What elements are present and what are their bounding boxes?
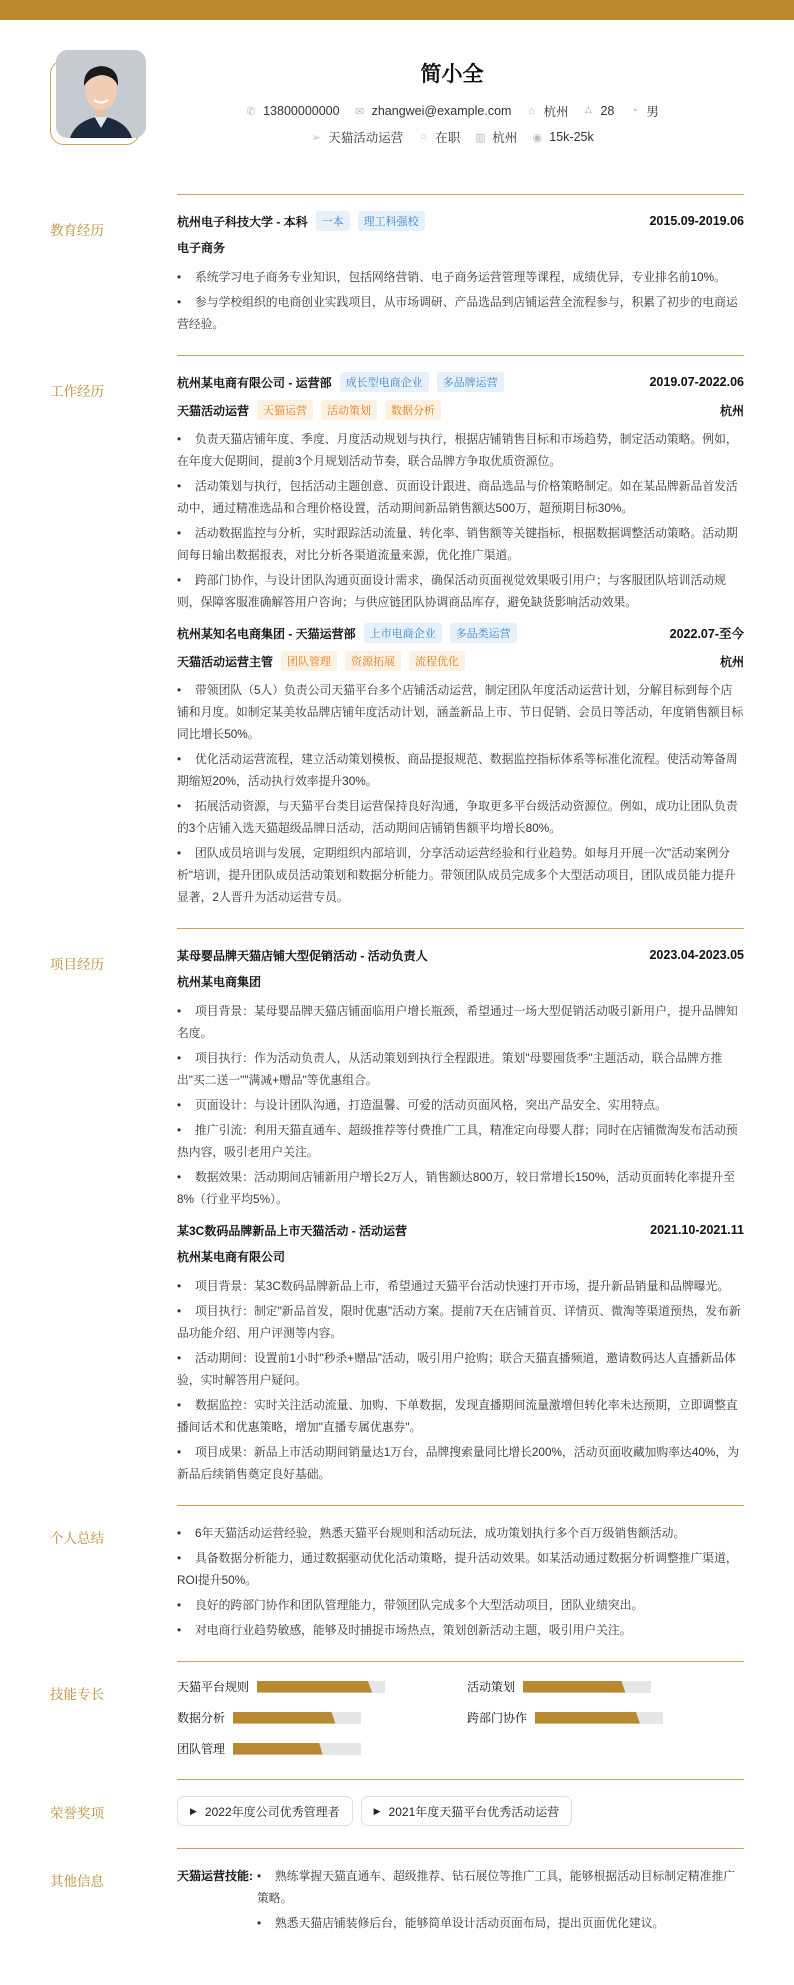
top-accent-bar [0, 0, 794, 20]
job-date: 2022.07-至今 [669, 627, 744, 641]
bullet-item: • 跨部门协作，与设计团队沟通页面设计需求，确保活动页面视觉效果吸引用户；与客服团队培训活动规则，保障客服准确解答用户咨询；与供应链团队协调商品库存，避免缺货影响活动效果。 [177, 569, 744, 613]
award-item [361, 1796, 573, 1826]
project-bullets [177, 1000, 744, 1210]
triangle-right-icon: ▶ [373, 1805, 381, 1816]
job-role-row [177, 400, 744, 420]
skill-name: 数据分析 [177, 1711, 226, 1725]
skills-section [0, 1661, 794, 1757]
project-entry [177, 945, 744, 1210]
contact-row [110, 102, 794, 120]
bullet-item: • 负责天猫店铺年度、季度、月度活动规划与执行，根据店铺销售目标和市场趋势，制定活动策略。例如，在年度大促期间，提前3个月规划活动节奏，联合品牌方争取优质资源位。 [177, 428, 744, 472]
company-tag: 上市电商企业 [364, 623, 442, 643]
award-label: 2022年度公司优秀管理者 [204, 1804, 340, 1819]
bullet-item: • 页面设计：与设计团队沟通，打造温馨、可爱的活动页面风格，突出产品安全、实用特点。 [177, 1094, 744, 1116]
project-date: 2023.04-2023.05 [649, 948, 744, 962]
job-role-row [177, 651, 744, 671]
skill-bar-fill [233, 1743, 323, 1755]
phone-value: 13800000000 [263, 104, 340, 118]
bullet-item: • 6年天猫活动运营经验，熟悉天猫平台规则和活动玩法，成功策划执行多个百万级销售额活动。 [177, 1522, 744, 1544]
other-label: 天猫运营技能: [177, 1869, 253, 1883]
bullet-item: • 项目执行：制定"新品首发，限时优惠"活动方案。提前7天在店铺首页、详情页、微淘等渠道预热，发布新品功能介绍、用户评测等内容。 [177, 1300, 744, 1344]
section-divider [177, 355, 744, 356]
role-tag: 活动策划 [321, 400, 377, 420]
job-role: 天猫活动运营主管 [177, 654, 274, 669]
skill-bar [523, 1681, 651, 1693]
section-divider [177, 1779, 744, 1780]
project-head [177, 1220, 744, 1240]
education-date: 2015.09-2019.06 [649, 214, 744, 228]
education-head [177, 211, 744, 231]
target-city-item [474, 128, 517, 146]
job-entry [177, 372, 744, 613]
bullet-item: • 熟练掌握天猫直通车、超级推荐、钻石展位等推广工具，能够根据活动目标制定精准推广策略。 [257, 1865, 744, 1909]
bullet-item: • 活动策划与执行，包括活动主题创意、页面设计跟进、商品选品与价格策略制定。如在某品牌新品首发活动中，通过精准选品和合理价格设置，活动期间新品销售额达500万，超预期目标30%。 [177, 475, 744, 519]
job-entry [177, 623, 744, 908]
skill-name: 活动策划 [467, 1680, 516, 1694]
project-head [177, 945, 744, 965]
section-divider [177, 1661, 744, 1662]
role-tag: 资源拓展 [345, 651, 401, 671]
resume-header [0, 20, 794, 170]
skill-name: 天猫平台规则 [177, 1680, 250, 1694]
role-tag: 天猫运营 [257, 400, 313, 420]
bullet-item: • 活动期间：设置前1小时"秒杀+赠品"活动，吸引用户抢购；联合天猫直播频道，邀请数码达人直播新品体验，实时解答用户疑问。 [177, 1347, 744, 1391]
bullet-item: • 拓展活动资源，与天猫平台类目运营保持良好沟通，争取更多平台级活动资源位。例如，成功让团队负责的3个店铺入选天猫超级品牌日活动，活动期间店铺销售额平均增长80%。 [177, 795, 744, 839]
skill-item [177, 1709, 467, 1726]
candidate-name: 简小全 [420, 63, 484, 86]
project-entry [177, 1220, 744, 1485]
skill-bar-fill [257, 1681, 372, 1693]
education-section [0, 194, 794, 335]
bullet-item: • 推广引流：利用天猫直通车、超级推荐等付费推广工具，精准定向母婴人群；同时在店铺微淘发布活动预热内容，吸引老用户关注。 [177, 1119, 744, 1163]
project-bullets [177, 1275, 744, 1485]
bullet-item: • 对电商行业趋势敏感，能够及时捕捉市场热点，策划创新活动主题，吸引用户关注。 [177, 1619, 744, 1641]
education-bullets [177, 266, 744, 335]
skill-bar-fill [535, 1712, 640, 1724]
section-title: 项目经历 [50, 957, 104, 972]
awards-list [177, 1796, 744, 1826]
skill-item [177, 1740, 467, 1757]
mail-icon: ✉ [354, 105, 365, 118]
job-company-row [177, 372, 744, 392]
location-value: 杭州 [543, 105, 569, 119]
phone-item [245, 104, 339, 118]
job-city: 杭州 [719, 403, 744, 418]
project-name: 某母婴品牌天猫店铺大型促销活动 - 活动负责人 [177, 948, 428, 963]
project-date: 2021.10-2021.11 [650, 1223, 744, 1237]
awards-section [0, 1779, 794, 1826]
bullet-item: • 项目背景：某3C数码品牌新品上市，希望通过天猫平台活动快速打开市场，提升新品销量和品牌曝光。 [177, 1275, 744, 1297]
section-divider [177, 194, 744, 195]
job-city: 杭州 [719, 654, 744, 669]
section-title: 其他信息 [50, 1874, 104, 1889]
company-name: 杭州某知名电商集团 - 天猫运营部 [177, 626, 356, 641]
skill-bar [257, 1681, 385, 1693]
other-bullets [257, 1865, 744, 1937]
role-tag: 数据分析 [385, 400, 441, 420]
gender-icon: ◔ [631, 105, 638, 117]
project-org: 杭州某电商有限公司 [177, 1250, 286, 1264]
job-company-row [177, 623, 744, 643]
bullet-item: • 团队成员培训与发展，定期组织内部培训，分享活动运营经验和行业趋势。如每月开展一次"活动案例分析"培训，提升团队成员活动策划和数据分析能力。带领团队成员完成多个大型活动项目，团队成员能力提升显著，2人晋升为活动运营专员。 [177, 842, 744, 908]
skill-bar [535, 1712, 663, 1724]
salary-value: 15k-25k [549, 130, 594, 144]
bullet-item: • 数据监控：实时关注活动流量、加购、下单数据，发现直播期间流量激增但转化率未达预期，立即调整直播间话术和优惠策略，增加"直播专属优惠券"。 [177, 1394, 744, 1438]
bullet-item: • 良好的跨部门协作和团队管理能力，带领团队完成多个大型活动项目，团队业绩突出。 [177, 1594, 744, 1616]
skill-bar [233, 1712, 361, 1724]
salary-item [531, 130, 593, 144]
project-name: 某3C数码品牌新品上市天猫活动 - 活动运营 [177, 1223, 408, 1238]
skill-bar-fill [523, 1681, 625, 1693]
status-item [417, 128, 460, 146]
role-tag: 流程优化 [409, 651, 465, 671]
email-value: zhangwei@example.com [371, 104, 512, 118]
bullet-item: • 活动数据监控与分析，实时跟踪活动流量、转化率、销售额等关键指标，根据数据调整活动策略。活动期间每日输出数据报表，对比分析各渠道流量来源，优化推广渠道。 [177, 522, 744, 566]
bullet-item: • 参与学校组织的电商创业实践项目，从市场调研、产品选品到店铺运营全流程参与，积累了初步的电商运营经验。 [177, 291, 744, 335]
bullet-item: • 项目执行：作为活动负责人，从活动策划到执行全程跟进。策划"母婴囤货季"主题活动，联合品牌方推出"买二送一""满减+赠品"等优惠组合。 [177, 1047, 744, 1091]
section-title: 荣誉奖项 [50, 1806, 104, 1821]
section-divider [177, 1505, 744, 1506]
company-name: 杭州某电商有限公司 - 运营部 [177, 375, 332, 390]
award-label: 2021年度天猫平台优秀活动运营 [388, 1804, 560, 1819]
company-tag: 成长型电商企业 [340, 372, 429, 392]
section-title: 个人总结 [50, 1531, 104, 1546]
skill-name: 团队管理 [177, 1742, 226, 1756]
summary-bullets [177, 1522, 744, 1641]
bullet-item: • 熟悉天猫店铺装修后台，能够简单设计活动页面布局，提出页面优化建议。 [257, 1912, 744, 1934]
job-intent-row [110, 128, 794, 146]
age-item [582, 104, 614, 118]
skill-name: 跨部门协作 [467, 1711, 528, 1725]
skill-item [177, 1678, 467, 1695]
cake-icon: ⛼ [584, 104, 593, 116]
section-divider [177, 1848, 744, 1849]
age-value: 28 [600, 104, 615, 118]
skill-item [467, 1709, 757, 1726]
bullet-item: • 优化活动运营流程，建立活动策划模板、商品提报规范、数据监控指标体系等标准化流程。使活动筹备周期缩短20%，活动执行效率提升30%。 [177, 748, 744, 792]
status-icon: ○ [419, 131, 427, 143]
target-position-item [310, 128, 403, 146]
school-tag: 一本 [316, 211, 350, 231]
projects-section [0, 928, 794, 1485]
skill-bar-fill [233, 1712, 335, 1724]
school-name: 杭州电子科技大学 - 本科 [177, 214, 308, 229]
other-section [0, 1848, 794, 1957]
school-tag: 理工科强校 [358, 211, 425, 231]
triangle-right-icon: ▶ [190, 1805, 197, 1816]
project-org: 杭州某电商集团 [177, 975, 262, 989]
bullet-item: • 系统学习电子商务专业知识，包括网络营销、电子商务运营管理等课程，成绩优异，专业排名前10%。 [177, 266, 744, 288]
send-icon: ➢ [311, 131, 321, 144]
target-city-value: 杭州 [492, 131, 518, 145]
role-tag: 团队管理 [281, 651, 337, 671]
home-icon: ⌂ [528, 105, 535, 117]
section-title: 教育经历 [50, 223, 104, 238]
section-title: 工作经历 [50, 384, 104, 399]
skill-bar [233, 1743, 361, 1755]
work-section [0, 355, 794, 908]
job-date: 2019.07-2022.06 [649, 375, 744, 389]
summary-section [0, 1505, 794, 1641]
money-icon: ◉ [532, 131, 543, 144]
job-bullets [177, 679, 744, 908]
section-title: 技能专长 [50, 1687, 104, 1702]
gender-value: 男 [646, 105, 659, 119]
section-divider [177, 928, 744, 929]
building-icon: ▥ [475, 131, 486, 144]
status-value: 在职 [435, 131, 461, 145]
bullet-item: • 带领团队（5人）负责公司天猫平台多个店铺活动运营，制定团队年度活动运营计划，分解目标到每个店铺和月度。如制定某美妆品牌店铺年度活动计划，涵盖新品上市、节日促销、会员日等活动，年度销售额目标同比增长50%。 [177, 679, 744, 745]
gender-item [628, 102, 659, 120]
target-position-value: 天猫活动运营 [328, 131, 404, 145]
skills-grid [177, 1678, 744, 1757]
skill-item [467, 1678, 757, 1695]
other-info [177, 1865, 744, 1937]
phone-icon: ✆ [246, 105, 256, 118]
major: 电子商务 [177, 241, 226, 255]
bullet-item: • 项目成果：新品上市活动期间销量达1万台，品牌搜索量同比增长200%，活动页面收藏加购率达40%，为新品后续销售奠定良好基础。 [177, 1441, 744, 1485]
company-tag: 多品牌运营 [437, 372, 504, 392]
bullet-item: • 具备数据分析能力，通过数据驱动优化活动策略，提升活动效果。如某活动通过数据分析调整推广渠道，ROI提升50%。 [177, 1547, 744, 1591]
job-bullets [177, 428, 744, 613]
location-item [525, 102, 568, 120]
job-role: 天猫活动运营 [177, 403, 250, 418]
email-item [354, 104, 512, 118]
company-tag: 多品类运营 [450, 623, 517, 643]
award-item [177, 1796, 353, 1826]
bullet-item: • 项目背景：某母婴品牌天猫店铺面临用户增长瓶颈，希望通过一场大型促销活动吸引新用户，提升品牌知名度。 [177, 1000, 744, 1044]
bullet-item: • 数据效果：活动期间店铺新用户增长2万人，销售额达800万，较日常增长150%，活动页面转化率提升至8%（行业平均5%）。 [177, 1166, 744, 1210]
